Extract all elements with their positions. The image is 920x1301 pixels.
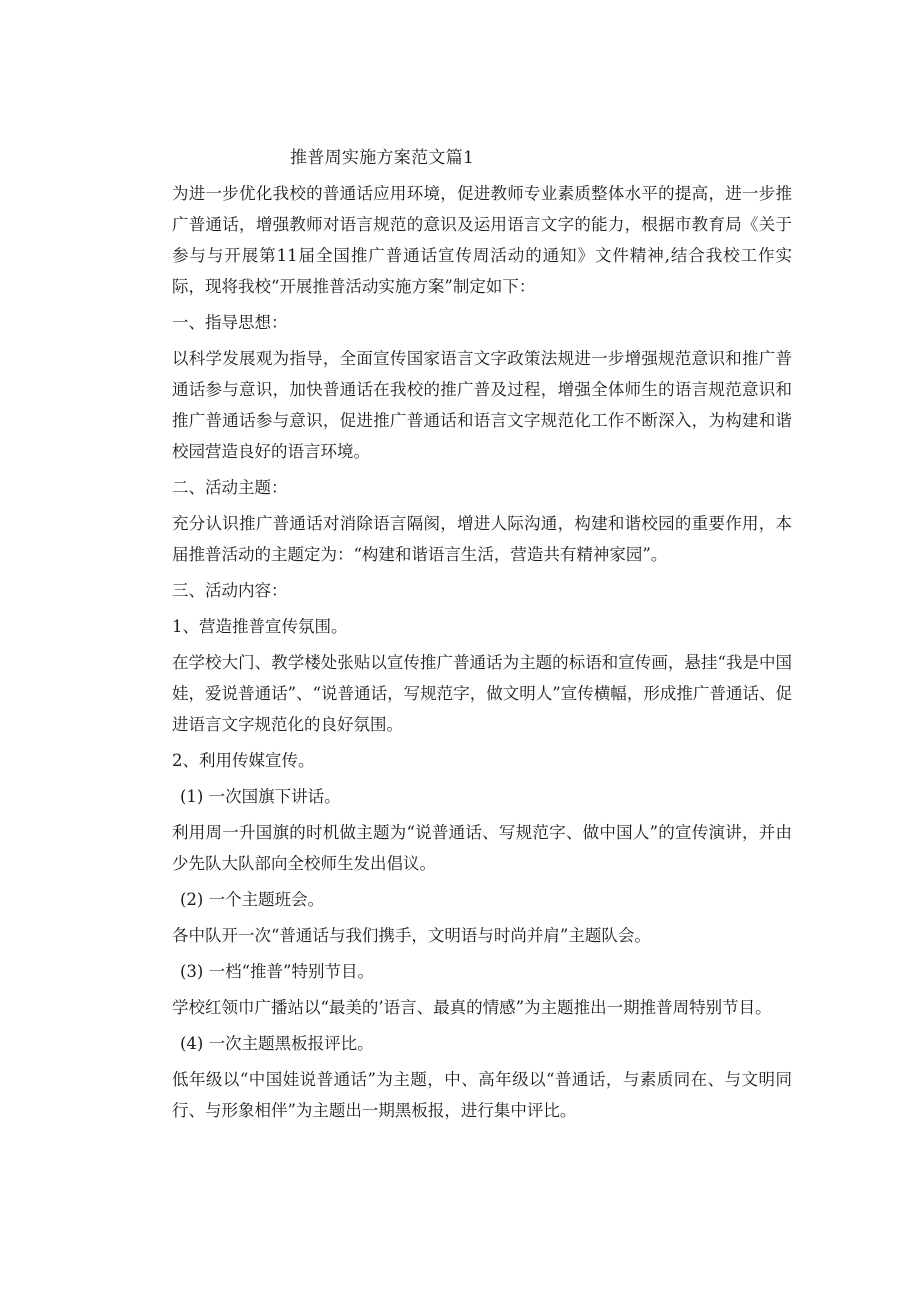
paragraph-intro: 为进一步优化我校的普通话应用环境，促进教师专业素质整体水平的提高，进一步推广普通话，增强教师对语言规范的意识及运用语言文字的能力，根据市教育局《关于参与与开展第11届全国推广普通话宣传周活动的通知》文件精神,结合我校工作实际，现将我校“开展推普活动实施方案”制定如下： [172, 184, 792, 296]
paragraph-class-meeting: 各中队开一次“普通话与我们携手，文明语与时尚并肩”主题队会。 [172, 926, 651, 945]
document-title: 推普周实施方案范文篇1 [290, 148, 475, 168]
document-body [172, 178, 792, 1131]
paragraph-special-program: 学校红领巾广播站以“最美的’语言、最真的情感”为主题推出一期推普周特别节目。 [172, 998, 772, 1017]
subsection-heading-media: 2、利用传媒宣传。 [172, 751, 315, 770]
item-heading-blackboard: (4) 一次主题黑板报评比。 [180, 1034, 374, 1053]
section-heading-activity-content: 三、活动内容： [172, 581, 288, 600]
item-heading-special-program: (3) 一档“推普”特别节目。 [180, 962, 374, 981]
subsection-heading-atmosphere: 1、营造推普宣传氛围。 [172, 617, 348, 636]
paragraph-atmosphere: 在学校大门、教学楼处张贴以宣传推广普通话为主题的标语和宣传画，悬挂“我是中国娃，爱说普通话”、“说普通话，写规范字，做文明人”宣传横幅，形成推广普通话、促进语言文字规范化的良好氛围。 [172, 653, 792, 734]
paragraph-activity-theme: 充分认识推广普通话对消除语言隔阂，增进人际沟通，构建和谐校园的重要作用，本届推普活动的主题定为：“构建和谐语言生活，营造共有精神家园”。 [172, 514, 792, 564]
section-heading-activity-theme: 二、活动主题： [172, 478, 288, 497]
item-heading-flag-speech: (1) 一次国旗下讲话。 [180, 787, 341, 806]
paragraph-guiding-ideology: 以科学发展观为指导，全面宣传国家语言文字政策法规进一步增强规范意识和推广普通话参与意识，加快普通话在我校的推广普及过程，增强全体师生的语言规范意识和推广普通话参与意识，促进推广普通话和语言文字规范化工作不断深入，为构建和谐校园营造良好的语言环境。 [172, 349, 792, 461]
section-heading-guiding-ideology: 一、指导思想： [172, 313, 288, 332]
paragraph-flag-speech: 利用周一升国旗的时机做主题为“说普通话、写规范字、做中国人”的宣传演讲，并由少先队大队部向全校师生发出倡议。 [172, 823, 792, 873]
item-heading-class-meeting: (2) 一个主题班会。 [180, 890, 325, 909]
paragraph-blackboard: 低年级以“中国娃说普通话”为主题，中、高年级以“普通话，与素质同在、与文明同行、与形象相伴”为主题出一期黑板报，进行集中评比。 [172, 1070, 792, 1120]
